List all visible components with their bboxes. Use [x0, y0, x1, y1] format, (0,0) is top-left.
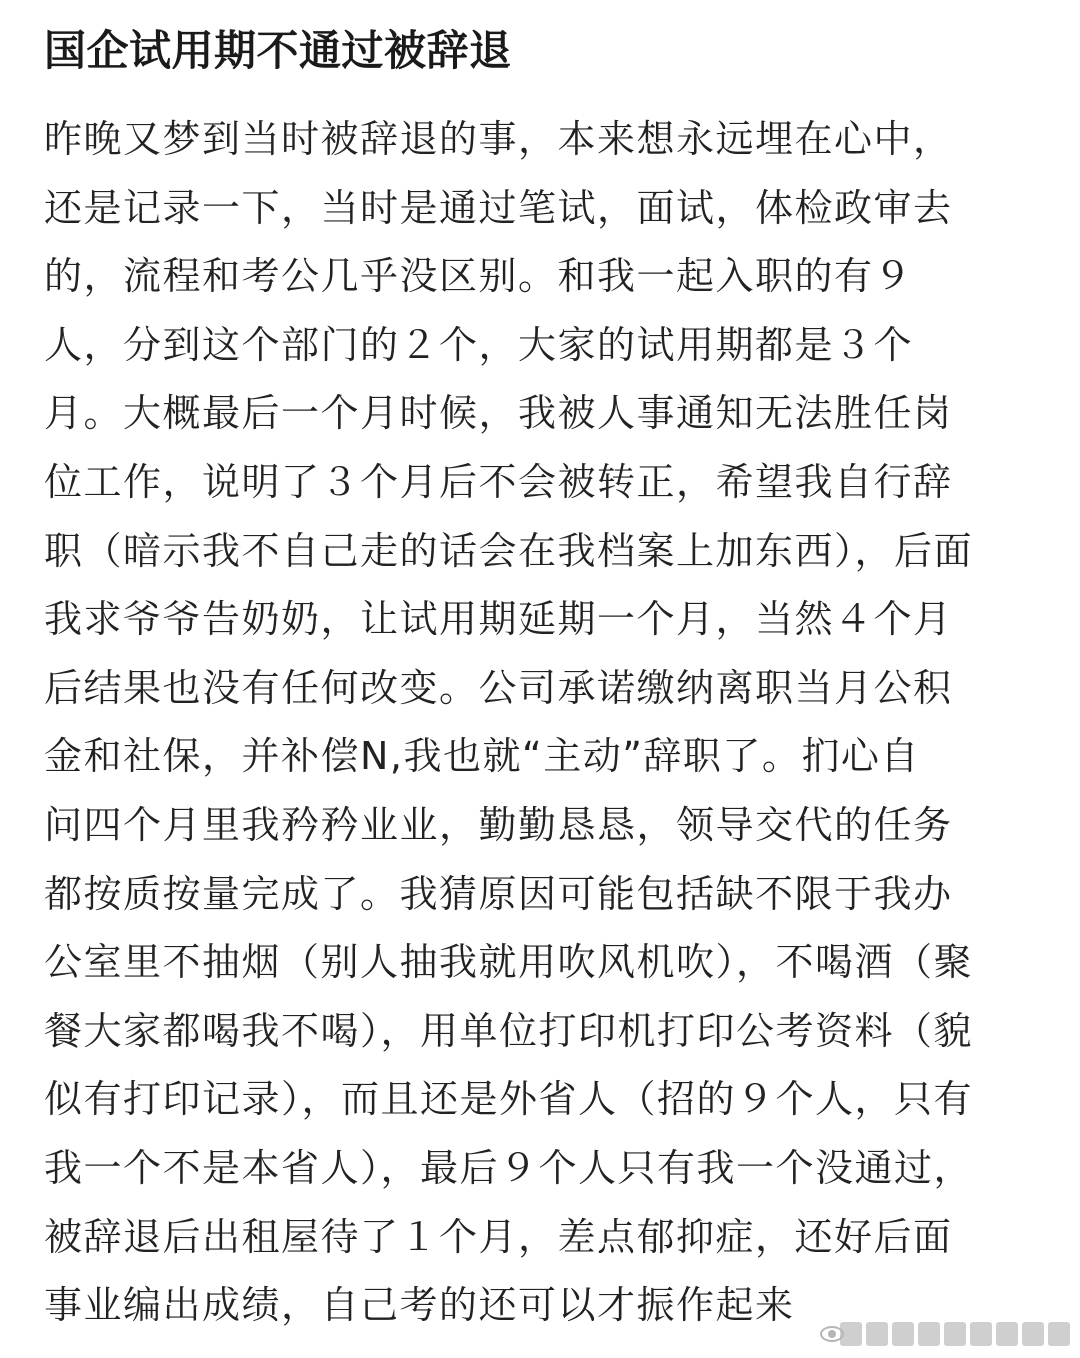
post-line: 我求爷爷告奶奶，让试用期延期一个月，当然４个月 [44, 597, 953, 642]
post-line: 我一个不是本省人），最后９个人只有我一个没通过， [44, 1145, 974, 1190]
post-line: 月。大概最后一个月时候，我被人事通知无法胜任岗 [44, 391, 953, 436]
post-line: 餐大家都喝我不喝），用单位打印机打印公考资料（貌 [44, 1008, 974, 1053]
post-line: 还是记录一下，当时是通过笔试，面试，体检政审去 [44, 185, 953, 230]
post-line: 事业编出成绩，自己考的还可以才振作起来 [44, 1283, 795, 1328]
post-line: 问四个月里我矜矜业业，勤勤恳恳，领导交代的任务 [44, 802, 953, 847]
post-line: 位工作，说明了３个月后不会被转正，希望我自行辞 [44, 459, 953, 504]
watermark [808, 1314, 1070, 1354]
post-line: 似有打印记录），而且还是外省人（招的９个人，只有 [44, 1077, 974, 1122]
post-line: 职（暗示我不自己走的话会在我档案上加东西），后面 [44, 528, 974, 573]
post-line: 人，分到这个部门的２个，大家的试用期都是３个 [44, 322, 914, 367]
weibo-logo-icon [818, 1322, 832, 1346]
post-line: 的，流程和考公几乎没区别。和我一起入职的有９ [44, 254, 914, 299]
post-line: 昨晚又梦到当时被辞退的事，本来想永远埋在心中， [44, 117, 953, 161]
post-line: 后结果也没有任何改变。公司承诺缴纳离职当月公积 [44, 665, 953, 710]
watermark-redacted-text [840, 1322, 1070, 1346]
post-line: 公室里不抽烟（别人抽我就用吹风机吹），不喝酒（聚 [44, 940, 974, 985]
post-line: 被辞退后出租屋待了１个月，差点郁抑症，还好后面 [44, 1214, 953, 1259]
post-title: 国企试用期不通过被辞退 [44, 26, 512, 75]
post-body [44, 105, 1044, 1340]
post-line: 金和社保，并补偿N,我也就“主动”辞职了。扪心自 [44, 734, 920, 779]
post-line: 都按质按量完成了。我猜原因可能包括缺不限于我办 [44, 871, 953, 916]
